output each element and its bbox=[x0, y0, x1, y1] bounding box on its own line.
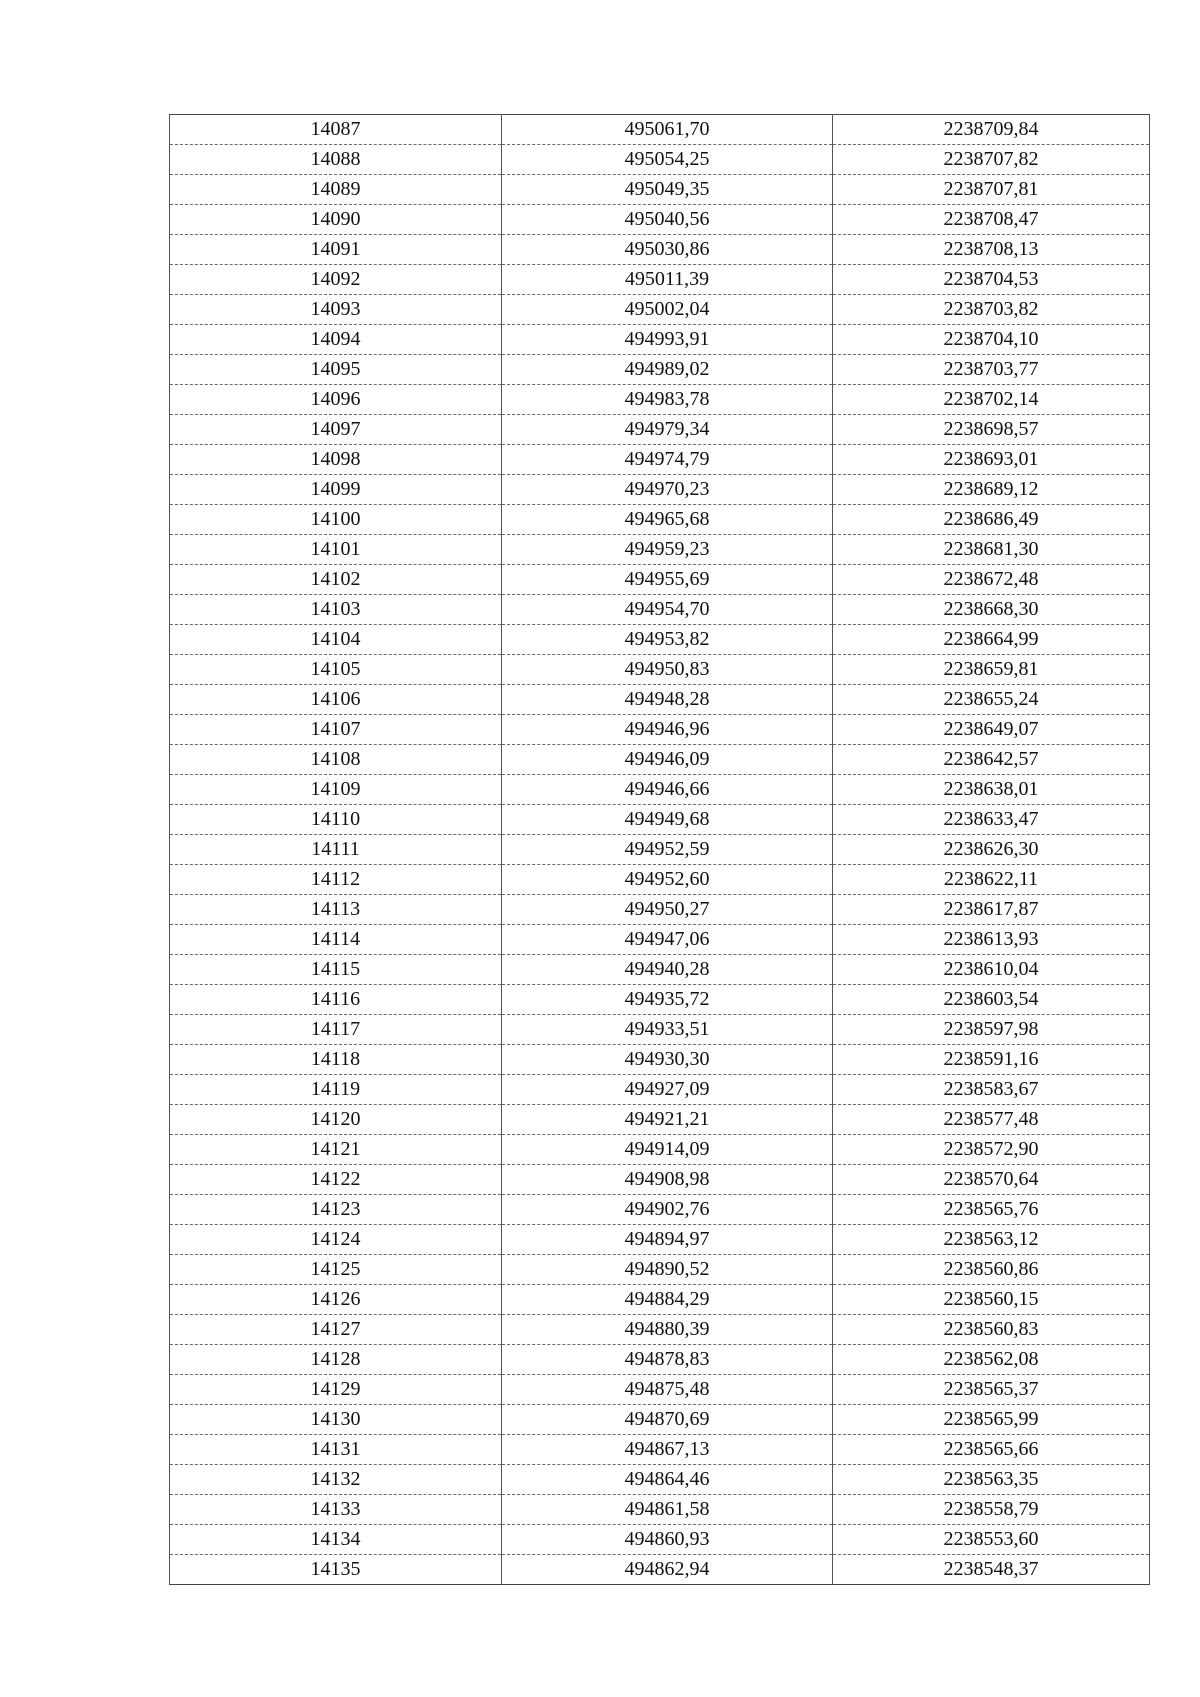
x-coordinate-cell: 494875,48 bbox=[502, 1375, 833, 1405]
table-row bbox=[170, 895, 1150, 925]
y-coordinate-cell: 2238668,30 bbox=[833, 595, 1150, 625]
x-coordinate-cell: 494946,96 bbox=[502, 715, 833, 745]
point-number-cell: 14123 bbox=[170, 1195, 502, 1225]
y-coordinate-cell: 2238553,60 bbox=[833, 1525, 1150, 1555]
y-coordinate-cell: 2238649,07 bbox=[833, 715, 1150, 745]
y-coordinate-cell: 2238704,10 bbox=[833, 325, 1150, 355]
x-coordinate-cell: 495002,04 bbox=[502, 295, 833, 325]
y-coordinate-cell: 2238638,01 bbox=[833, 775, 1150, 805]
y-coordinate-cell: 2238565,99 bbox=[833, 1405, 1150, 1435]
table-row bbox=[170, 1015, 1150, 1045]
table-row bbox=[170, 1225, 1150, 1255]
x-coordinate-cell: 494940,28 bbox=[502, 955, 833, 985]
point-number-cell: 14101 bbox=[170, 535, 502, 565]
x-coordinate-cell: 494890,52 bbox=[502, 1255, 833, 1285]
table-row bbox=[170, 685, 1150, 715]
y-coordinate-cell: 2238583,67 bbox=[833, 1075, 1150, 1105]
table-row bbox=[170, 355, 1150, 385]
table-row bbox=[170, 1345, 1150, 1375]
table-row bbox=[170, 865, 1150, 895]
y-coordinate-cell: 2238548,37 bbox=[833, 1555, 1150, 1585]
x-coordinate-cell: 494965,68 bbox=[502, 505, 833, 535]
point-number-cell: 14125 bbox=[170, 1255, 502, 1285]
point-number-cell: 14135 bbox=[170, 1555, 502, 1585]
point-number-cell: 14118 bbox=[170, 1045, 502, 1075]
point-number-cell: 14116 bbox=[170, 985, 502, 1015]
table-row bbox=[170, 565, 1150, 595]
y-coordinate-cell: 2238565,37 bbox=[833, 1375, 1150, 1405]
table-row bbox=[170, 415, 1150, 445]
coordinates-table bbox=[169, 114, 1150, 1585]
y-coordinate-cell: 2238686,49 bbox=[833, 505, 1150, 535]
x-coordinate-cell: 494946,66 bbox=[502, 775, 833, 805]
x-coordinate-cell: 494933,51 bbox=[502, 1015, 833, 1045]
point-number-cell: 14122 bbox=[170, 1165, 502, 1195]
point-number-cell: 14088 bbox=[170, 145, 502, 175]
x-coordinate-cell: 495061,70 bbox=[502, 115, 833, 145]
x-coordinate-cell: 494954,70 bbox=[502, 595, 833, 625]
point-number-cell: 14112 bbox=[170, 865, 502, 895]
table-row bbox=[170, 505, 1150, 535]
table-row bbox=[170, 715, 1150, 745]
x-coordinate-cell: 494914,09 bbox=[502, 1135, 833, 1165]
x-coordinate-cell: 495011,39 bbox=[502, 265, 833, 295]
point-number-cell: 14087 bbox=[170, 115, 502, 145]
point-number-cell: 14091 bbox=[170, 235, 502, 265]
table-row bbox=[170, 115, 1150, 145]
table-row bbox=[170, 805, 1150, 835]
table-row bbox=[170, 145, 1150, 175]
table-row bbox=[170, 835, 1150, 865]
point-number-cell: 14096 bbox=[170, 385, 502, 415]
table-row bbox=[170, 1495, 1150, 1525]
point-number-cell: 14105 bbox=[170, 655, 502, 685]
point-number-cell: 14095 bbox=[170, 355, 502, 385]
y-coordinate-cell: 2238565,76 bbox=[833, 1195, 1150, 1225]
point-number-cell: 14121 bbox=[170, 1135, 502, 1165]
y-coordinate-cell: 2238642,57 bbox=[833, 745, 1150, 775]
table-row bbox=[170, 1315, 1150, 1345]
point-number-cell: 14107 bbox=[170, 715, 502, 745]
x-coordinate-cell: 494927,09 bbox=[502, 1075, 833, 1105]
point-number-cell: 14090 bbox=[170, 205, 502, 235]
y-coordinate-cell: 2238570,64 bbox=[833, 1165, 1150, 1195]
point-number-cell: 14117 bbox=[170, 1015, 502, 1045]
y-coordinate-cell: 2238613,93 bbox=[833, 925, 1150, 955]
y-coordinate-cell: 2238689,12 bbox=[833, 475, 1150, 505]
y-coordinate-cell: 2238572,90 bbox=[833, 1135, 1150, 1165]
y-coordinate-cell: 2238560,83 bbox=[833, 1315, 1150, 1345]
x-coordinate-cell: 494952,60 bbox=[502, 865, 833, 895]
x-coordinate-cell: 494950,27 bbox=[502, 895, 833, 925]
table-row bbox=[170, 1075, 1150, 1105]
point-number-cell: 14093 bbox=[170, 295, 502, 325]
point-number-cell: 14100 bbox=[170, 505, 502, 535]
table-row bbox=[170, 1135, 1150, 1165]
y-coordinate-cell: 2238560,86 bbox=[833, 1255, 1150, 1285]
y-coordinate-cell: 2238610,04 bbox=[833, 955, 1150, 985]
table-row bbox=[170, 1465, 1150, 1495]
x-coordinate-cell: 494864,46 bbox=[502, 1465, 833, 1495]
y-coordinate-cell: 2238704,53 bbox=[833, 265, 1150, 295]
coordinates-table-body bbox=[170, 115, 1150, 1585]
point-number-cell: 14109 bbox=[170, 775, 502, 805]
point-number-cell: 14132 bbox=[170, 1465, 502, 1495]
x-coordinate-cell: 494947,06 bbox=[502, 925, 833, 955]
x-coordinate-cell: 494870,69 bbox=[502, 1405, 833, 1435]
y-coordinate-cell: 2238591,16 bbox=[833, 1045, 1150, 1075]
x-coordinate-cell: 494949,68 bbox=[502, 805, 833, 835]
table-row bbox=[170, 1375, 1150, 1405]
table-row bbox=[170, 535, 1150, 565]
point-number-cell: 14130 bbox=[170, 1405, 502, 1435]
table-row bbox=[170, 1555, 1150, 1585]
x-coordinate-cell: 494948,28 bbox=[502, 685, 833, 715]
y-coordinate-cell: 2238708,47 bbox=[833, 205, 1150, 235]
table-row bbox=[170, 1435, 1150, 1465]
point-number-cell: 14131 bbox=[170, 1435, 502, 1465]
y-coordinate-cell: 2238563,12 bbox=[833, 1225, 1150, 1255]
table-row bbox=[170, 385, 1150, 415]
point-number-cell: 14104 bbox=[170, 625, 502, 655]
table-row bbox=[170, 175, 1150, 205]
y-coordinate-cell: 2238664,99 bbox=[833, 625, 1150, 655]
table-row bbox=[170, 625, 1150, 655]
y-coordinate-cell: 2238707,82 bbox=[833, 145, 1150, 175]
y-coordinate-cell: 2238703,82 bbox=[833, 295, 1150, 325]
y-coordinate-cell: 2238659,81 bbox=[833, 655, 1150, 685]
x-coordinate-cell: 494880,39 bbox=[502, 1315, 833, 1345]
point-number-cell: 14113 bbox=[170, 895, 502, 925]
table-row bbox=[170, 1525, 1150, 1555]
x-coordinate-cell: 495040,56 bbox=[502, 205, 833, 235]
point-number-cell: 14115 bbox=[170, 955, 502, 985]
y-coordinate-cell: 2238617,87 bbox=[833, 895, 1150, 925]
point-number-cell: 14094 bbox=[170, 325, 502, 355]
y-coordinate-cell: 2238681,30 bbox=[833, 535, 1150, 565]
y-coordinate-cell: 2238565,66 bbox=[833, 1435, 1150, 1465]
table-row bbox=[170, 1285, 1150, 1315]
y-coordinate-cell: 2238698,57 bbox=[833, 415, 1150, 445]
point-number-cell: 14133 bbox=[170, 1495, 502, 1525]
point-number-cell: 14103 bbox=[170, 595, 502, 625]
y-coordinate-cell: 2238563,35 bbox=[833, 1465, 1150, 1495]
y-coordinate-cell: 2238577,48 bbox=[833, 1105, 1150, 1135]
x-coordinate-cell: 494878,83 bbox=[502, 1345, 833, 1375]
x-coordinate-cell: 495054,25 bbox=[502, 145, 833, 175]
point-number-cell: 14126 bbox=[170, 1285, 502, 1315]
point-number-cell: 14099 bbox=[170, 475, 502, 505]
x-coordinate-cell: 494946,09 bbox=[502, 745, 833, 775]
point-number-cell: 14134 bbox=[170, 1525, 502, 1555]
x-coordinate-cell: 495030,86 bbox=[502, 235, 833, 265]
y-coordinate-cell: 2238597,98 bbox=[833, 1015, 1150, 1045]
table-row bbox=[170, 1195, 1150, 1225]
x-coordinate-cell: 495049,35 bbox=[502, 175, 833, 205]
table-row bbox=[170, 985, 1150, 1015]
y-coordinate-cell: 2238708,13 bbox=[833, 235, 1150, 265]
x-coordinate-cell: 494974,79 bbox=[502, 445, 833, 475]
table-row bbox=[170, 265, 1150, 295]
point-number-cell: 14089 bbox=[170, 175, 502, 205]
point-number-cell: 14102 bbox=[170, 565, 502, 595]
point-number-cell: 14092 bbox=[170, 265, 502, 295]
table-row bbox=[170, 1045, 1150, 1075]
x-coordinate-cell: 494993,91 bbox=[502, 325, 833, 355]
table-row bbox=[170, 595, 1150, 625]
x-coordinate-cell: 494955,69 bbox=[502, 565, 833, 595]
point-number-cell: 14120 bbox=[170, 1105, 502, 1135]
x-coordinate-cell: 494862,94 bbox=[502, 1555, 833, 1585]
x-coordinate-cell: 494952,59 bbox=[502, 835, 833, 865]
point-number-cell: 14127 bbox=[170, 1315, 502, 1345]
y-coordinate-cell: 2238707,81 bbox=[833, 175, 1150, 205]
x-coordinate-cell: 494953,82 bbox=[502, 625, 833, 655]
y-coordinate-cell: 2238558,79 bbox=[833, 1495, 1150, 1525]
x-coordinate-cell: 494930,30 bbox=[502, 1045, 833, 1075]
x-coordinate-cell: 494970,23 bbox=[502, 475, 833, 505]
y-coordinate-cell: 2238622,11 bbox=[833, 865, 1150, 895]
x-coordinate-cell: 494908,98 bbox=[502, 1165, 833, 1195]
point-number-cell: 14098 bbox=[170, 445, 502, 475]
y-coordinate-cell: 2238562,08 bbox=[833, 1345, 1150, 1375]
y-coordinate-cell: 2238693,01 bbox=[833, 445, 1150, 475]
x-coordinate-cell: 494959,23 bbox=[502, 535, 833, 565]
point-number-cell: 14110 bbox=[170, 805, 502, 835]
y-coordinate-cell: 2238655,24 bbox=[833, 685, 1150, 715]
x-coordinate-cell: 494979,34 bbox=[502, 415, 833, 445]
table-row bbox=[170, 775, 1150, 805]
point-number-cell: 14124 bbox=[170, 1225, 502, 1255]
table-row bbox=[170, 295, 1150, 325]
x-coordinate-cell: 494861,58 bbox=[502, 1495, 833, 1525]
x-coordinate-cell: 494921,21 bbox=[502, 1105, 833, 1135]
y-coordinate-cell: 2238703,77 bbox=[833, 355, 1150, 385]
table-row bbox=[170, 1165, 1150, 1195]
table-row bbox=[170, 1405, 1150, 1435]
point-number-cell: 14114 bbox=[170, 925, 502, 955]
y-coordinate-cell: 2238626,30 bbox=[833, 835, 1150, 865]
x-coordinate-cell: 494989,02 bbox=[502, 355, 833, 385]
table-row bbox=[170, 445, 1150, 475]
table-row bbox=[170, 925, 1150, 955]
x-coordinate-cell: 494860,93 bbox=[502, 1525, 833, 1555]
x-coordinate-cell: 494950,83 bbox=[502, 655, 833, 685]
x-coordinate-cell: 494884,29 bbox=[502, 1285, 833, 1315]
point-number-cell: 14106 bbox=[170, 685, 502, 715]
point-number-cell: 14097 bbox=[170, 415, 502, 445]
y-coordinate-cell: 2238672,48 bbox=[833, 565, 1150, 595]
point-number-cell: 14108 bbox=[170, 745, 502, 775]
y-coordinate-cell: 2238709,84 bbox=[833, 115, 1150, 145]
point-number-cell: 14119 bbox=[170, 1075, 502, 1105]
point-number-cell: 14128 bbox=[170, 1345, 502, 1375]
table-row bbox=[170, 475, 1150, 505]
x-coordinate-cell: 494894,97 bbox=[502, 1225, 833, 1255]
y-coordinate-cell: 2238633,47 bbox=[833, 805, 1150, 835]
y-coordinate-cell: 2238702,14 bbox=[833, 385, 1150, 415]
table-row bbox=[170, 235, 1150, 265]
table-row bbox=[170, 1105, 1150, 1135]
x-coordinate-cell: 494902,76 bbox=[502, 1195, 833, 1225]
table-row bbox=[170, 955, 1150, 985]
point-number-cell: 14129 bbox=[170, 1375, 502, 1405]
x-coordinate-cell: 494935,72 bbox=[502, 985, 833, 1015]
table-row bbox=[170, 205, 1150, 235]
table-row bbox=[170, 325, 1150, 355]
table-row bbox=[170, 1255, 1150, 1285]
y-coordinate-cell: 2238603,54 bbox=[833, 985, 1150, 1015]
table-row bbox=[170, 745, 1150, 775]
y-coordinate-cell: 2238560,15 bbox=[833, 1285, 1150, 1315]
x-coordinate-cell: 494867,13 bbox=[502, 1435, 833, 1465]
point-number-cell: 14111 bbox=[170, 835, 502, 865]
table-row bbox=[170, 655, 1150, 685]
x-coordinate-cell: 494983,78 bbox=[502, 385, 833, 415]
